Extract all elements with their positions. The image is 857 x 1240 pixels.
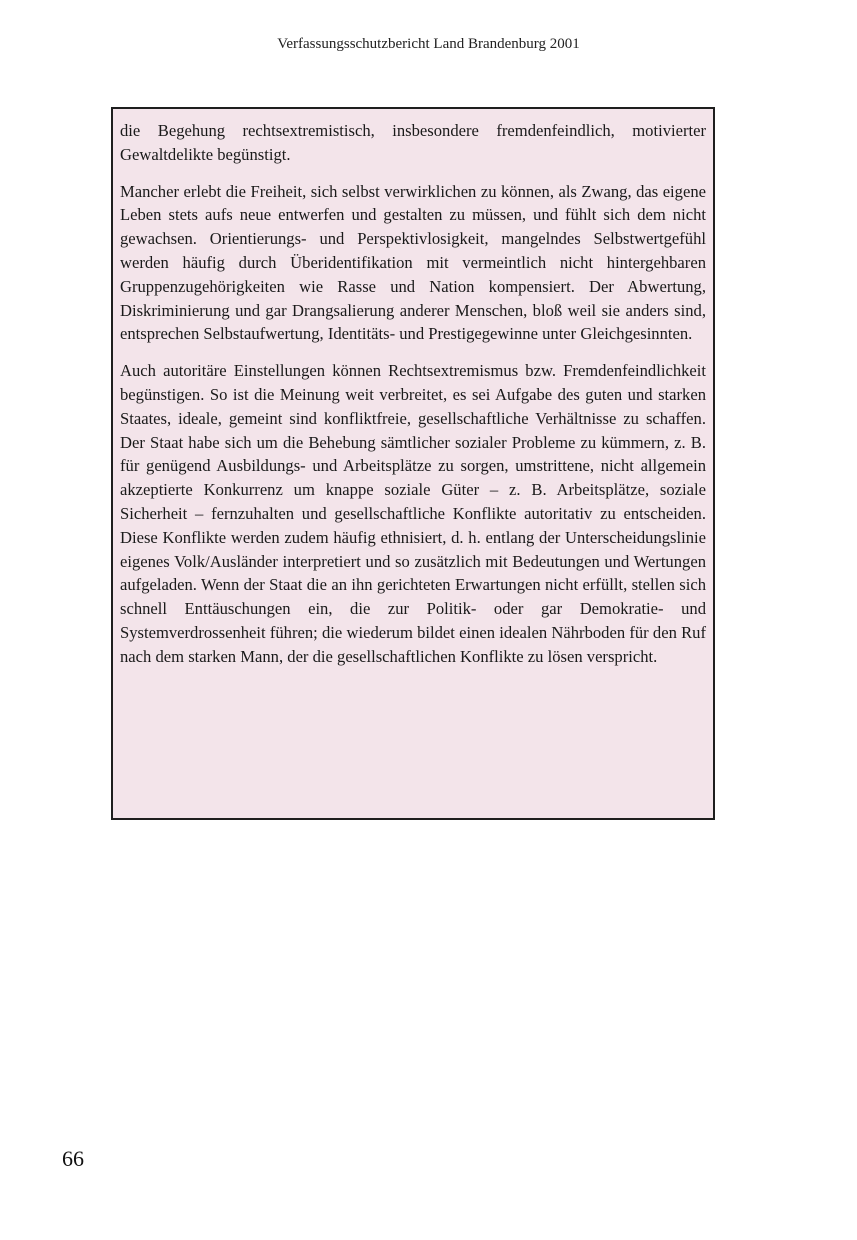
paragraph-2: Mancher erlebt die Freiheit, sich selbst verwirklichen zu können, als Zwang, das eigene Leben stets aufs neue entwerfen und gestalten zu müssen, und fühlt sich dem nicht gewachsen. Orientierungs- und Perspektivlosigkeit, mangelndes Selbstwertgefühl werden häufig durch Überidentifikation mit vermeintlich nicht hintergehbaren Gruppenzugehörigkeiten wie Rasse und Nation kompensiert. Der Abwertung, Diskriminierung und gar Drangsalierung anderer Menschen, bloß weil sie anders sind, entsprechen Selbstaufwertung, Identitäts- und Prestigegewinne unter Gleichgesinnten. (120, 181, 706, 344)
paragraph-1: die Begehung rechtsextremistisch, insbesondere fremdenfeindlich, motivierter Gewaltdelikte begünstigt. (120, 121, 706, 164)
running-header: Verfassungsschutzbericht Land Brandenburg 2001 (277, 36, 580, 52)
page-number: 66 (62, 1146, 84, 1171)
highlighted-text-box (111, 107, 715, 820)
paragraph-3: Auch autoritäre Einstellungen können Rechtsextremismus bzw. Fremdenfeindlichkeit begünstigen. So ist die Meinung weit verbreitet, es sei Aufgabe des guten und starken Staates, ideale, gemeint sind konfliktfreie, gesellschaftliche Verhältnisse zu schaffen. Der Staat habe sich um die Behebung sämtlicher sozialer Probleme zu kümmern, z. B. für genügend Ausbildungs- und Arbeitsplätze zu sorgen, umstrittene, nicht allgemein akzeptierte Konkurrenz um knappe soziale Güter – z. B. Arbeitsplätze, soziale Sicherheit – fernzuhalten und gesellschaftliche Konflikte autoritativ zu entscheiden. Diese Konflikte werden zudem häufig ethnisiert, d. h. entlang der Unterscheidungslinie eigenes Volk/Ausländer interpretiert und so zusätzlich mit Bedeutungen und Wertungen aufgeladen. Wenn der Staat die an ihn gerichteten Erwartungen nicht erfüllt, stellen sich schnell Enttäuschungen ein, die zur Politik- oder gar Demokratie- und Systemverdrossenheit führen; die wiederum bildet einen idealen Nährboden für den Ruf nach dem starken Mann, der die gesellschaftlichen Konflikte zu lösen verspricht. (120, 361, 706, 666)
